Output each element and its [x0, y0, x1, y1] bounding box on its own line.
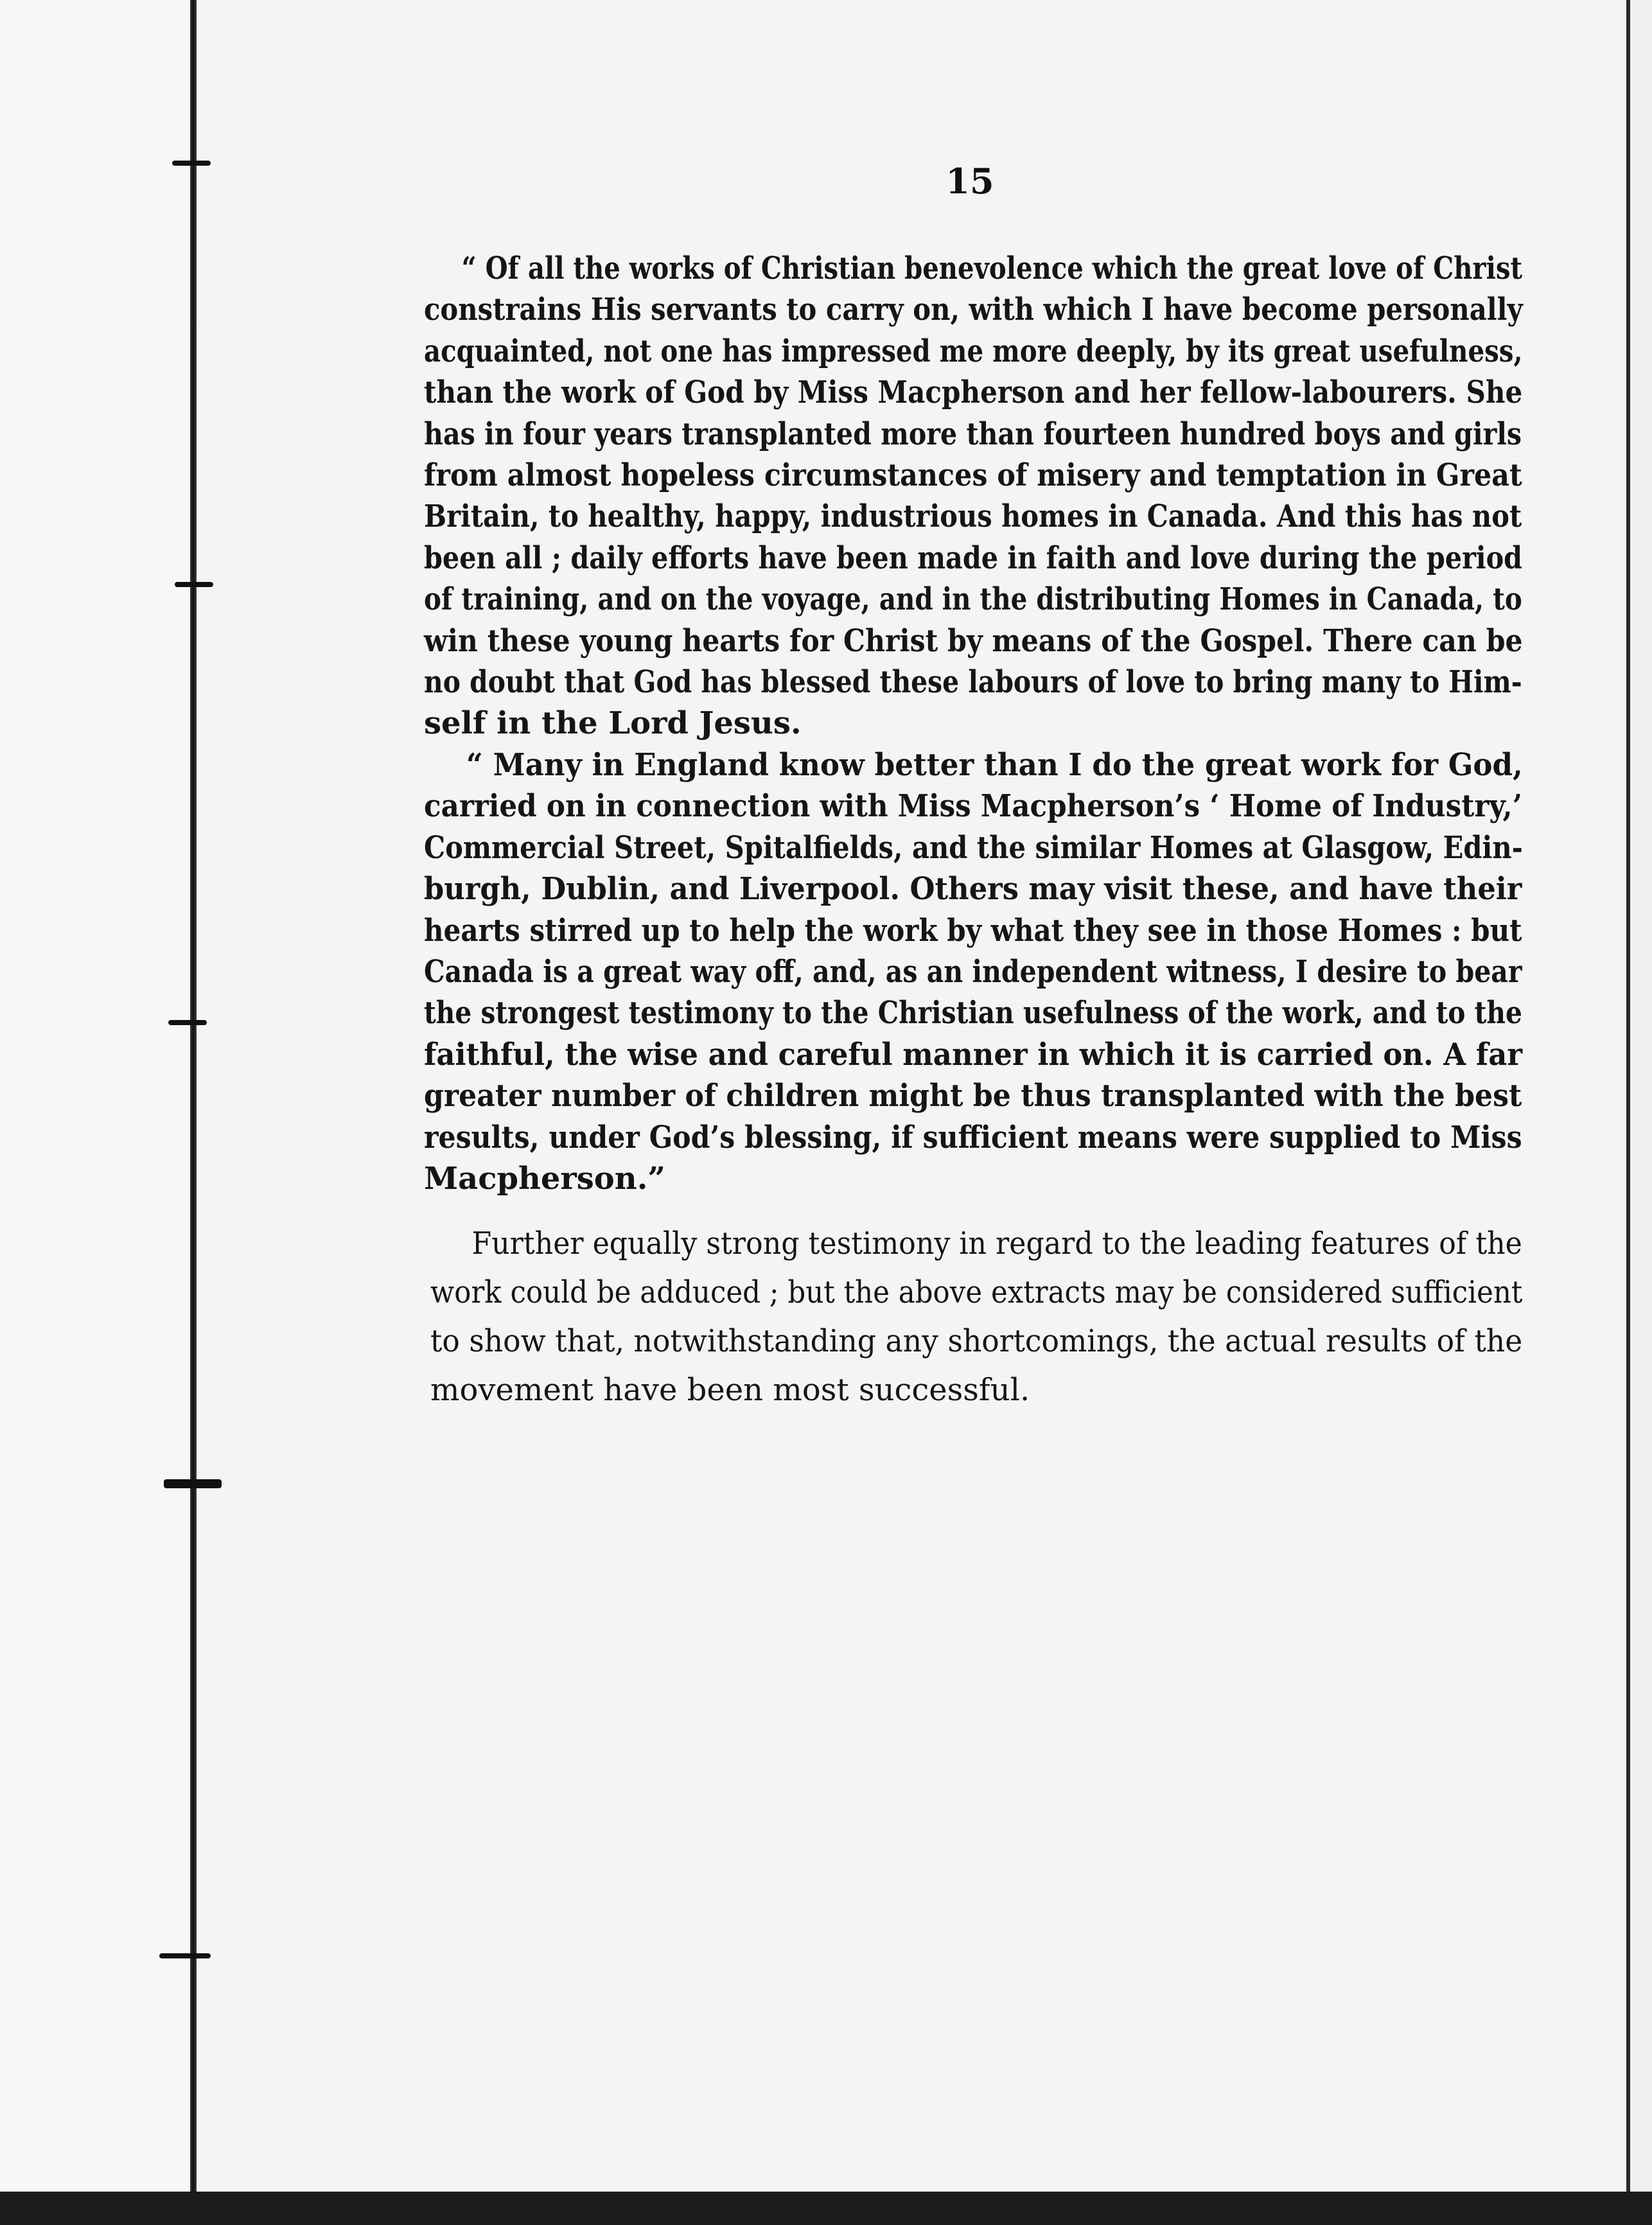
text-line: no doubt that God has blessed these labours of love to bring many to Him- [424, 664, 1522, 701]
text-line: self in the Lord Jesus. [424, 705, 802, 742]
text-line: results, under God’s blessing, if sufficient means were supplied to Miss [424, 1119, 1522, 1156]
text-line: than the work of God by Miss Macpherson and her fellow-labourers. She [424, 374, 1523, 411]
text-line: of training, and on the voyage, and in the distributing Homes in Canada, to [424, 581, 1522, 618]
paragraph-quote-1 [424, 248, 1522, 744]
text-line: “ Many in England know better than I do the great work for God, [466, 747, 1523, 783]
binding-stitch-mark [175, 582, 213, 587]
text-line: “ Of all the works of Christian benevolence which the great love of Christ [461, 251, 1523, 286]
text-line: Commercial Street, Spitalfields, and the similar Homes at Glasgow, Edin- [424, 829, 1523, 866]
text-line: Britain, to healthy, happy, industrious homes in Canada. And this has not [424, 498, 1522, 535]
text-line: Canada is a great way off, and, as an independent witness, I desire to bear [424, 954, 1522, 990]
paragraph-conclusion [430, 1219, 1522, 1414]
binding-stitch-mark [164, 1479, 222, 1488]
text-line: win these young hearts for Christ by means of the Gospel. There can be [424, 622, 1523, 659]
page-number: 15 [945, 161, 994, 202]
text-line: been all ; daily efforts have been made in faith and love during the period [424, 540, 1523, 576]
text-line: Further equally strong testimony in regard to the leading features of the [471, 1226, 1522, 1262]
binding-stitch-mark [168, 1020, 207, 1025]
scan-bottom-edge [0, 2192, 1652, 2225]
binding-stitch-mark [172, 161, 211, 166]
text-line: faithful, the wise and careful manner in which it is carried on. A far [424, 1036, 1523, 1073]
text-line: work could be adduced ; but the above extracts may be considered sufficient [430, 1274, 1523, 1310]
text-line: movement have been most successful. [430, 1372, 1030, 1408]
text-line: constrains His servants to carry on, with which I have become personally [424, 292, 1523, 328]
text-line: burgh, Dublin, and Liverpool. Others may visit these, and have their [424, 871, 1522, 908]
text-line: acquainted, not one has impressed me more deeply, by its great usefulness, [424, 333, 1523, 369]
text-line: from almost hopeless circumstances of misery and temptation in Great [424, 457, 1522, 494]
text-line: carried on in connection with Miss Macpherson’s ‘ Home of Industry,’ [424, 788, 1522, 825]
text-line: the strongest testimony to the Christian usefulness of the work, and to the [424, 995, 1522, 1032]
left-margin [0, 0, 193, 2192]
text-line: to show that, notwithstanding any shortcomings, the actual results of the [430, 1323, 1523, 1359]
text-line: has in four years transplanted more than fourteen hundred boys and girls [424, 416, 1522, 452]
binding-stitch-line [190, 0, 197, 2192]
binding-stitch-mark [159, 1953, 211, 1958]
paragraph-quote-2 [424, 744, 1522, 1199]
text-line: hearts stirred up to help the work by what they see in those Homes : but [424, 912, 1522, 949]
text-line: Macpherson.” [424, 1161, 666, 1197]
text-line: greater number of children might be thus transplanted with the best [424, 1078, 1522, 1114]
